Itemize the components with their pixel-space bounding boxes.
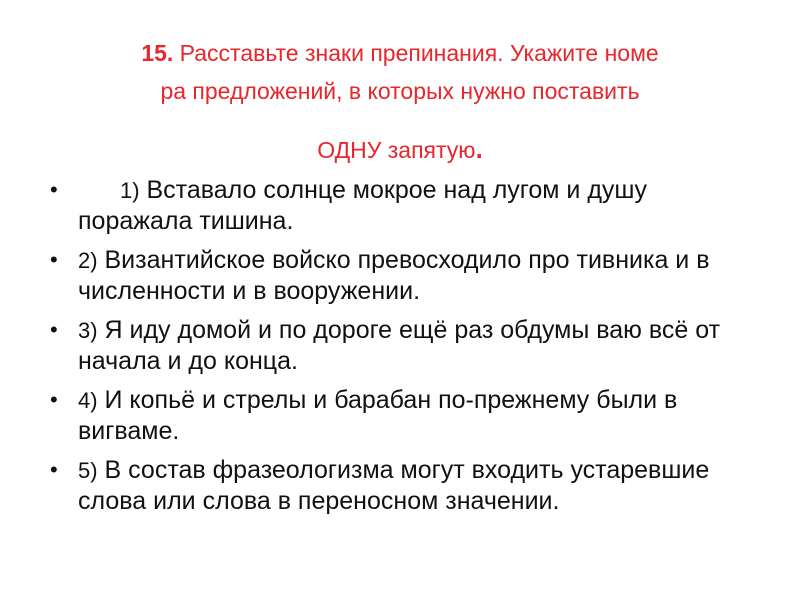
item-text: В состав фразеологизма могут входить устаревшие слова или слова в переносном значении. — [78, 456, 710, 515]
item-number: 4) — [78, 388, 98, 413]
list-item — [48, 385, 748, 446]
title-line-2: ра предложений, в которых нужно поставить — [160, 78, 640, 104]
title-end-dot: . — [475, 134, 483, 164]
title-line-3: ОДНУ запятую — [317, 137, 476, 163]
item-text: Вставало солнце мокрое над лугом и душу поражала тишина. — [78, 176, 647, 235]
list-item — [48, 245, 748, 306]
item-text: Я иду домой и по дороге ещё раз обдумы ваю всё от начала и до конца. — [78, 316, 721, 375]
bullet-icon: • — [50, 317, 58, 342]
title-line-3-wrap — [60, 130, 740, 169]
list-item — [48, 315, 748, 376]
item-text: И копьё и стрелы и барабан по-прежнему были в вигваме. — [78, 386, 678, 445]
item-number: 1) — [120, 178, 140, 203]
bullet-icon: • — [50, 177, 58, 202]
item-number: 5) — [78, 458, 98, 483]
list-item — [48, 175, 748, 236]
bullet-icon: • — [50, 247, 58, 272]
item-number: 3) — [78, 318, 98, 343]
task-number: 15. — [141, 40, 174, 66]
title-line-1: Расставьте знаки препинания. Укажите номе — [173, 40, 659, 66]
item-text: Византийское войско превосходило про тивника и в численности и в вооружении. — [78, 246, 710, 305]
item-number: 2) — [78, 248, 98, 273]
list-item — [48, 455, 748, 516]
task-title — [60, 34, 740, 169]
bullet-icon: • — [50, 457, 58, 482]
bullet-icon: • — [50, 387, 58, 412]
sentence-list — [48, 175, 748, 525]
